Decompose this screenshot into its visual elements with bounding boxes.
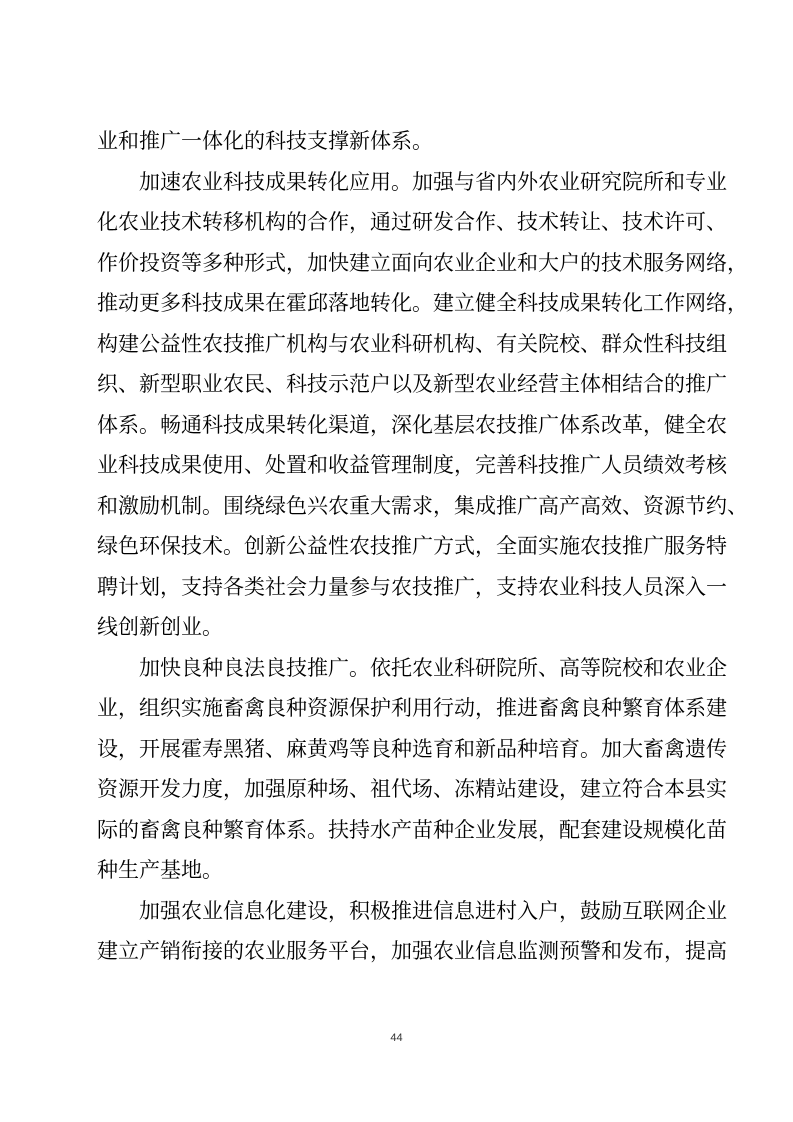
text-line: 化农业技术转移机构的合作，通过研发合作、技术转让、技术许可、: [97, 210, 727, 234]
text-line: 绿色环保技术。创新公益性农技推广方式，全面实施农技推广服务特: [97, 534, 727, 558]
text-line: 作价投资等多种形式，加快建立面向农业企业和大户的技术服务网络，: [97, 250, 748, 275]
text-line: 际的畜禽良种繁育体系。扶持水产苗种企业发展，配套建设规模化苗: [97, 817, 727, 842]
text-line: 织、新型职业农民、科技示范户以及新型农业经营主体相结合的推广: [97, 372, 727, 396]
body-text: [97, 121, 748, 972]
text-line: 业，组织实施畜禽良种资源保护利用行动，推进畜禽良种繁育体系建: [97, 696, 727, 720]
text-line: 加强农业信息化建设，积极推进信息进村入户，鼓励互联网企业: [139, 898, 727, 923]
page-number: 44: [390, 1032, 403, 1044]
text-line: 和激励机制。围绕绿色兴农重大需求，集成推广高产高效、资源节约、: [97, 493, 748, 518]
text-line: 加快良种良法良技推广。依托农业科研院所、高等院校和农业企: [139, 655, 727, 680]
text-line: 业科技成果使用、处置和收益管理制度，完善科技推广人员绩效考核: [97, 453, 727, 477]
text-line: 聘计划，支持各类社会力量参与农技推广，支持农业科技人员深入一: [97, 574, 727, 599]
text-line: 资源开发力度，加强原种场、祖代场、冻精站建设，建立符合本县实: [97, 777, 727, 801]
text-line: 设，开展霍寿黑猪、麻黄鸡等良种选育和新品种培育。加大畜禽遗传: [97, 736, 727, 761]
text-line: 建立产销衔接的农业服务平台，加强农业信息监测预警和发布，提高: [97, 939, 727, 963]
text-line: 种生产基地。: [97, 858, 223, 882]
text-line: 线创新创业。: [97, 615, 223, 639]
text-line: 业和推广一体化的科技支撑新体系。: [97, 129, 433, 153]
text-line: 构建公益性农技推广机构与农业科研机构、有关院校、群众性科技组: [97, 331, 727, 356]
text-line: 体系。畅通科技成果转化渠道，深化基层农技推广体系改革，健全农: [97, 412, 727, 437]
text-line: 推动更多科技成果在霍邱落地转化。建立健全科技成果转化工作网络，: [97, 291, 748, 315]
text-line: 加速农业科技成果转化应用。加强与省内外农业研究院所和专业: [139, 169, 727, 194]
